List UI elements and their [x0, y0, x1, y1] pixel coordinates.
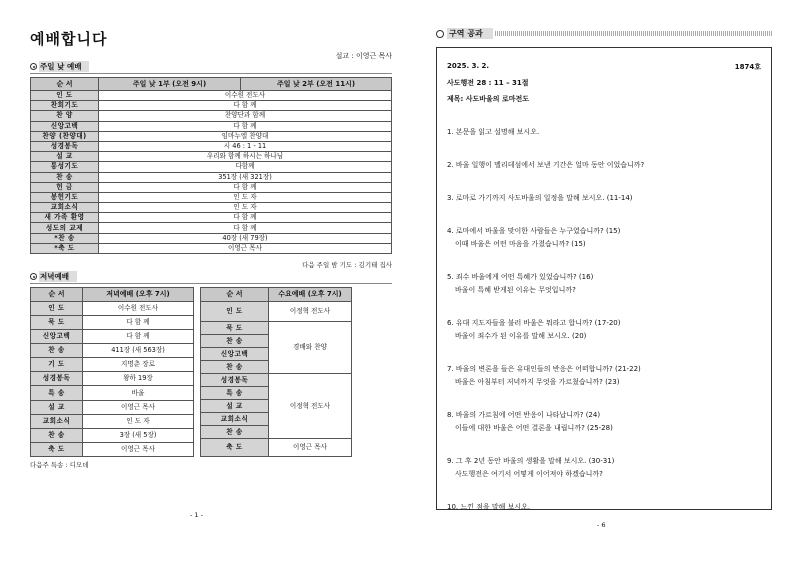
- table-row: [31, 91, 392, 101]
- study-section-label: 구역 공과: [447, 28, 493, 39]
- issue-number: 1874호: [734, 63, 761, 71]
- order-label: 성경봉독: [31, 141, 99, 151]
- order-label: 설 교: [31, 400, 83, 414]
- order-label: 성경봉독: [31, 372, 83, 386]
- question-subtext: 바울은 아침부터 저녁까지 무엇을 가르쳤습니까? (23): [455, 378, 620, 386]
- table-row: [31, 302, 194, 316]
- order-value: 이영근 목사: [83, 400, 194, 414]
- order-value: 지명춘 장로: [83, 358, 194, 372]
- order-value: 시 46 : 1 - 11: [99, 141, 392, 151]
- table-row: [31, 233, 392, 243]
- question-item: [447, 271, 761, 297]
- order-value: 찬양단과 함께: [99, 111, 392, 121]
- order-label: 찬 송: [31, 344, 83, 358]
- wed-label: 특 송: [201, 387, 269, 400]
- order-label: 기 도: [31, 358, 83, 372]
- bullet-icon: [30, 63, 37, 70]
- right-page: [436, 28, 772, 510]
- page-number-right: - 6: [597, 521, 606, 529]
- page-number-left: - 1 -: [190, 511, 203, 519]
- order-label: 설 교: [31, 152, 99, 162]
- question-text: 9. 그 후 2년 동안 바울의 생활을 말해 보시오. (30-31): [447, 457, 615, 465]
- question-text: 8. 바울의 가르침에 어떤 반응이 나타납니까? (24): [447, 411, 601, 419]
- order-label: 통성기도: [31, 162, 99, 172]
- question-text: 7. 바울의 변론을 들은 유대인들의 반응은 어떠합니까? (21-22): [447, 365, 641, 373]
- bullet-icon: [30, 273, 37, 280]
- order-value: 다함께: [99, 162, 392, 172]
- order-label: 찬회기도: [31, 101, 99, 111]
- order-value: 이수원 전도사: [99, 91, 392, 101]
- wed-bless-value: 이영근 목사: [269, 439, 352, 457]
- header-order: 순 서: [31, 78, 99, 91]
- order-value: 우리와 함께 하시는 하나님: [99, 152, 392, 162]
- question-text: 3. 로마로 가기까지 사도바울의 일정을 말해 보시오. (11-14): [447, 194, 633, 202]
- order-label: 인 도: [31, 302, 83, 316]
- bullet-icon: [436, 30, 444, 38]
- order-value: 다 함 께: [83, 316, 194, 330]
- order-label: 신앙고백: [31, 330, 83, 344]
- question-subtext: 사도행전은 여기서 어떻게 이어져야 하겠습니까?: [455, 470, 603, 478]
- question-text: 4. 로마에서 바울을 맞이한 사람들은 누구였습니까? (15): [447, 227, 621, 235]
- header-wednesday: 수요예배 (오후 7시): [269, 288, 352, 302]
- order-value: 다 함 께: [99, 121, 392, 131]
- sunday-evening-table: [30, 287, 194, 457]
- order-value: 이영근 목사: [99, 243, 392, 253]
- question-text: 10. 느낀 점을 말해 보시오.: [447, 503, 531, 511]
- order-label: 특 송: [31, 386, 83, 400]
- order-label: 봉헌기도: [31, 192, 99, 202]
- header-second-service: 주일 낮 2부 (오전 11시): [241, 78, 392, 91]
- question-item: [447, 455, 761, 481]
- question-item: [447, 501, 761, 514]
- order-label: 교회소식: [31, 414, 83, 428]
- question-item: [447, 409, 761, 435]
- study-subject: 제목: 사도바울의 로마전도: [447, 95, 530, 103]
- order-value: 다 함 께: [99, 213, 392, 223]
- order-value: 다 함 께: [83, 330, 194, 344]
- question-subtext: 바울이 특혜 받게된 이유는 무엇입니까?: [455, 286, 576, 294]
- morning-section-header: [30, 61, 392, 74]
- wed-label: 교회소식: [201, 413, 269, 426]
- wednesday-table: [200, 287, 352, 457]
- table-row: [31, 330, 194, 344]
- order-label: 신앙고백: [31, 121, 99, 131]
- header-order: 순 서: [31, 288, 83, 302]
- evening-section-header: [30, 271, 392, 284]
- evening-tables: [30, 287, 392, 457]
- table-row: [31, 152, 392, 162]
- order-label: 묵 도: [31, 316, 83, 330]
- next-week-prayer: 다음 주일 밤 기도 : 김기태 집사: [302, 261, 392, 269]
- question-subtext: 바울이 죄수가 된 이유를 말해 보시오. (20): [455, 332, 587, 340]
- study-section-header: [436, 28, 772, 39]
- table-row: [31, 182, 392, 192]
- order-label: *축 도: [31, 243, 99, 253]
- order-label: 축 도: [31, 442, 83, 456]
- wed-label: 인 도: [201, 302, 269, 322]
- question-item: [447, 192, 761, 205]
- header-first-service: 주일 낮 1부 (오전 9시): [99, 78, 241, 91]
- question-text: 6. 유대 지도자들을 불러 바울은 뭐라고 합니까? (17-20): [447, 319, 621, 327]
- table-row: [31, 243, 392, 253]
- wed-label: 묵 도: [201, 322, 269, 335]
- order-label: 교회소식: [31, 203, 99, 213]
- order-value: 임마누엘 찬양대: [99, 131, 392, 141]
- header-rule: [495, 31, 772, 36]
- header-sunday-evening: 저녁예배 (오후 7시): [83, 288, 194, 302]
- table-row: [31, 344, 194, 358]
- question-item: [447, 363, 761, 389]
- table-row: [31, 358, 194, 372]
- wed-worship-value: 경배와 찬양: [269, 322, 352, 374]
- study-box: [436, 47, 772, 510]
- special-song-note: 다음주 특송 : 디모데: [30, 461, 89, 469]
- table-row: [31, 203, 392, 213]
- table-row: [31, 162, 392, 172]
- order-label: 찬 양: [31, 111, 99, 121]
- order-label: *찬 송: [31, 233, 99, 243]
- table-row: [31, 223, 392, 233]
- preacher-line: 설교 : 이영근 목사: [335, 52, 392, 60]
- wed-label: 축 도: [201, 439, 269, 457]
- wed-label: 찬 송: [201, 361, 269, 374]
- wed-label: 설 교: [201, 400, 269, 413]
- order-value: 351장 (새 321장): [99, 172, 392, 182]
- table-row: [31, 442, 194, 456]
- scripture-passage: 사도행전 28 : 11 – 31절: [447, 79, 529, 87]
- question-item: [447, 159, 761, 172]
- wed-label: 성경봉독: [201, 374, 269, 387]
- wed-lead-value: 이정혁 전도사: [269, 302, 352, 322]
- order-label: 찬 송: [31, 172, 99, 182]
- order-value: 왕하 19장: [83, 372, 194, 386]
- order-value: 411장 (새 563장): [83, 344, 194, 358]
- order-value: 이영근 목사: [83, 442, 194, 456]
- order-label: 새 가족 환영: [31, 213, 99, 223]
- question-text: 2. 바울 일행이 멜리데섬에서 보낸 기간은 얼마 동안 이었습니까?: [447, 161, 645, 169]
- order-value: 다 함 께: [99, 101, 392, 111]
- table-row: [31, 101, 392, 111]
- order-value: 3장 (새 5장): [83, 428, 194, 442]
- order-label: 인 도: [31, 91, 99, 101]
- morning-section-label: 주일 낮 예배: [39, 61, 89, 72]
- table-row: [31, 141, 392, 151]
- wed-label: 찬 송: [201, 426, 269, 439]
- order-value: 인 도 자: [83, 414, 194, 428]
- table-row: [31, 131, 392, 141]
- wed-label: 찬 송: [201, 335, 269, 348]
- table-row: [31, 213, 392, 223]
- evening-section-label: 저녁예배: [39, 271, 77, 282]
- order-value: 이수원 전도사: [83, 302, 194, 316]
- question-list: [447, 126, 761, 514]
- order-value: 인 도 자: [99, 203, 392, 213]
- order-value: 40장 (새 79장): [99, 233, 392, 243]
- question-item: [447, 225, 761, 251]
- table-row: [31, 111, 392, 121]
- table-row: [31, 172, 392, 182]
- wed-label: 신앙고백: [201, 348, 269, 361]
- order-value: 다 함 께: [99, 223, 392, 233]
- page-title: 예배합니다: [30, 30, 108, 48]
- question-item: [447, 317, 761, 343]
- order-value: 다 함 께: [99, 182, 392, 192]
- order-label: 찬양 (찬양대): [31, 131, 99, 141]
- table-row: [31, 428, 194, 442]
- morning-service-table: [30, 77, 392, 254]
- table-row: [31, 192, 392, 202]
- question-item: [447, 126, 761, 139]
- table-row: [31, 400, 194, 414]
- header-order: 순 서: [201, 288, 269, 302]
- table-row: [31, 316, 194, 330]
- order-label: 헌 금: [31, 182, 99, 192]
- question-subtext: 이들에 대한 바울은 어떤 결론을 내립니까? (25-28): [455, 424, 613, 432]
- left-page: [30, 28, 392, 469]
- order-value: 바울: [83, 386, 194, 400]
- wed-sermon-value: 이정혁 전도사: [269, 374, 352, 439]
- table-row: [31, 121, 392, 131]
- order-label: 찬 송: [31, 428, 83, 442]
- question-text: 1. 본문을 읽고 설명해 보시오.: [447, 128, 540, 136]
- order-label: 성도의 교제: [31, 223, 99, 233]
- table-row: [31, 414, 194, 428]
- question-subtext: 이때 바울은 어떤 마음을 가졌습니까? (15): [455, 240, 586, 248]
- question-text: 5. 죄수 바울에게 어떤 특혜가 있었습니까? (16): [447, 273, 594, 281]
- order-value: 인 도 자: [99, 192, 392, 202]
- date-row: [447, 62, 761, 72]
- table-row: [31, 372, 194, 386]
- study-date: 2025. 3. 2.: [447, 62, 490, 70]
- table-row: [31, 386, 194, 400]
